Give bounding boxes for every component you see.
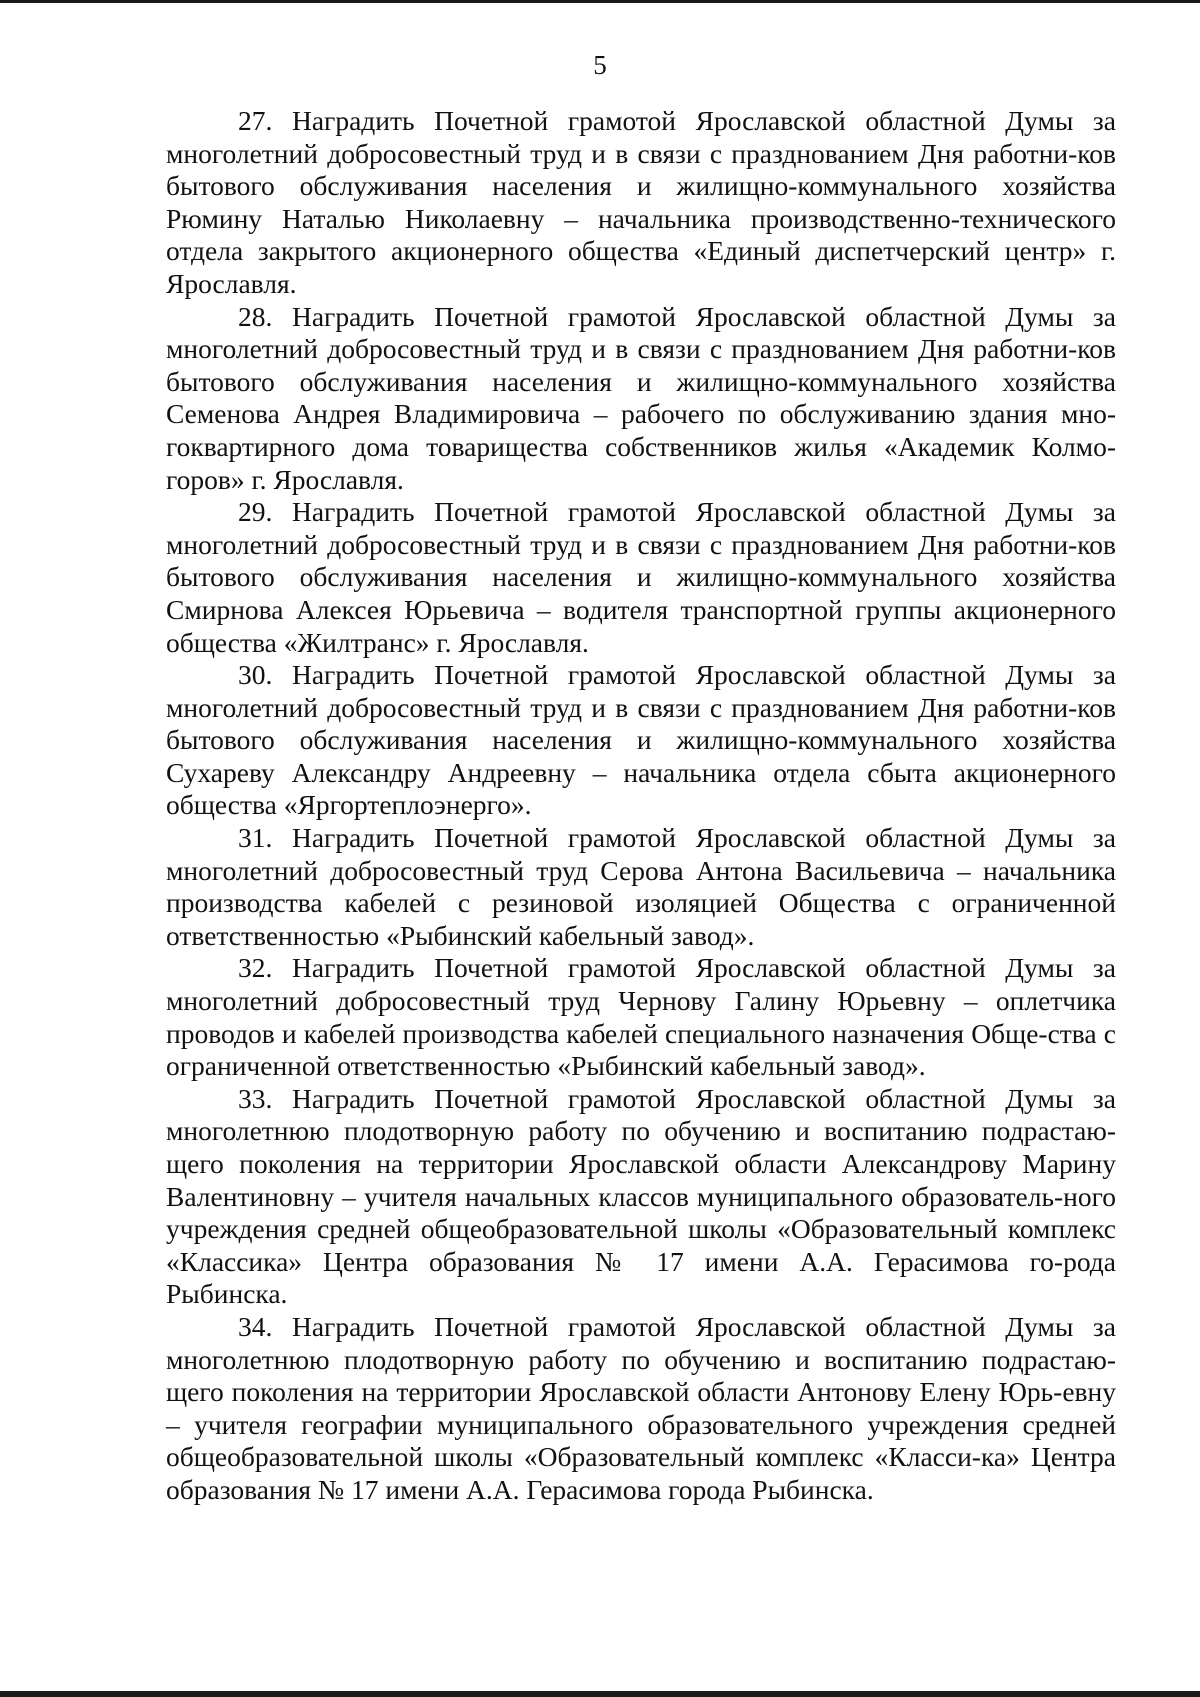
document-body xyxy=(166,105,1116,1507)
bottom-scan-border xyxy=(0,1691,1200,1697)
paragraph-34: 34. Наградить Почетной грамотой Ярославской областной Думы за многолетнюю плодотворную работу по обучению и воспитанию подрастаю-щего поколения на территории Ярославской области Антонову Елену Юрь-евну – учителя географии муниципального образовательного учреждения средней общеобразовательной школы «Образовательный комплекс «Класси-ка» Центра образования № 17 имени А.А. Герасимова города Рыбинска. xyxy=(166,1310,1116,1505)
paragraph-29: 29. Наградить Почетной грамотой Ярославской областной Думы за многолетний добросовестный труд и в связи с празднованием Дня работни-ков бытового обслуживания населения и жилищно-коммунального хозяйства Смирнова Алексея Юрьевича – водителя транспортной группы акционерного общества «Жилтранс» г. Ярославля. xyxy=(166,496,1116,658)
paragraph-33: 33. Наградить Почетной грамотой Ярославской областной Думы за многолетнюю плодотворную работу по обучению и воспитанию подрастаю-щего поколения на территории Ярославской области Александрову Марину Валентиновну – учителя начальных классов муниципального образователь-ного учреждения средней общеобразовательной школы «Образовательный комплекс «Классика» Центра образования № 17 имени А.А. Герасимова го-рода Рыбинска. xyxy=(166,1082,1116,1310)
page-number: 5 xyxy=(593,50,607,80)
paragraph-32: 32. Наградить Почетной грамотой Ярославской областной Думы за многолетний добросовестный труд Чернову Галину Юрьевну – оплетчика проводов и кабелей производства кабелей специального назначения Обще-ства с ограниченной ответственностью «Рыбинский кабельный завод». xyxy=(166,952,1116,1082)
paragraph-31: 31. Наградить Почетной грамотой Ярославской областной Думы за многолетний добросовестный труд Серова Антона Васильевича – начальника производства кабелей с резиновой изоляцией Общества с ограниченной ответственностью «Рыбинский кабельный завод». xyxy=(166,822,1116,951)
top-scan-border xyxy=(0,0,1200,3)
paragraph-27: 27. Наградить Почетной грамотой Ярославской областной Думы за многолетний добросовестный труд и в связи с празднованием Дня работни-ков бытового обслуживания населения и жилищно-коммунального хозяйства Рюмину Наталью Николаевну – начальника производственно-технического отдела закрытого акционерного общества «Единый диспетчерский центр» г. Ярославля. xyxy=(166,105,1116,299)
paragraph-30: 30. Наградить Почетной грамотой Ярославской областной Думы за многолетний добросовестный труд и в связи с празднованием Дня работни-ков бытового обслуживания населения и жилищно-коммунального хозяйства Сухареву Александру Андреевну – начальника отдела сбыта акционерного общества «Яргортеплоэнерго». xyxy=(166,659,1116,821)
paragraph-28: 28. Наградить Почетной грамотой Ярославской областной Думы за многолетний добросовестный труд и в связи с празднованием Дня работни-ков бытового обслуживания населения и жилищно-коммунального хозяйства Семенова Андрея Владимировича – рабочего по обслуживанию здания мно-гоквартирного дома товарищества собственников жилья «Академик Колмо-горов» г. Ярославля. xyxy=(166,300,1116,495)
